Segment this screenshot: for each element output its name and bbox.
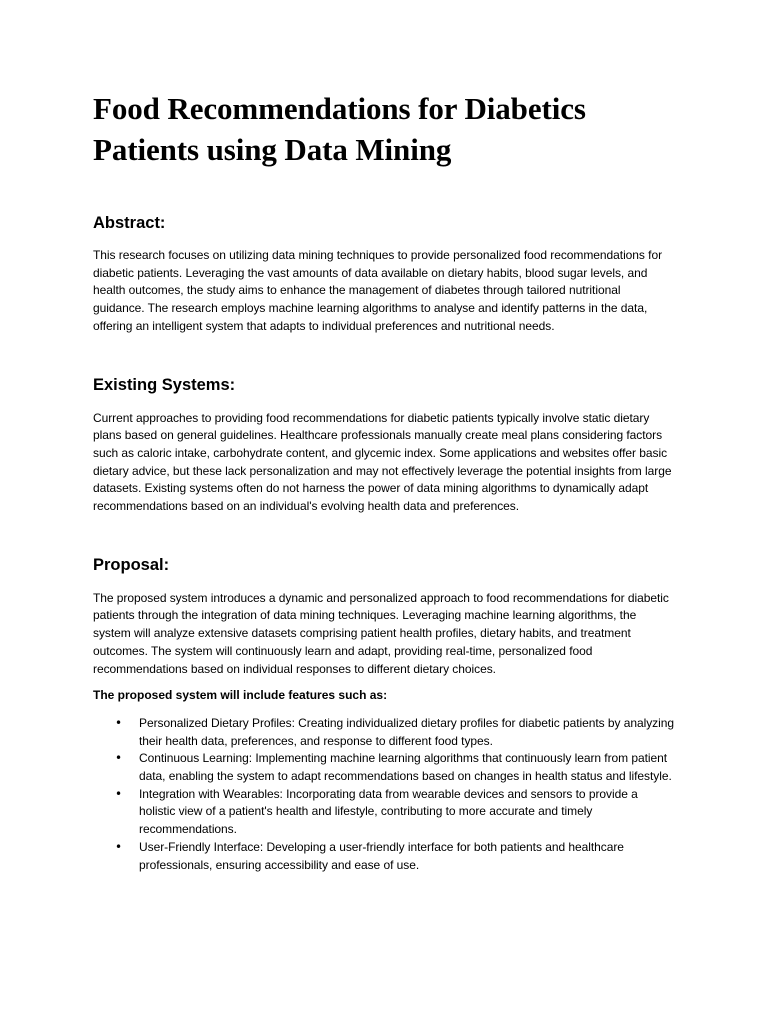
feature-text: Personalized Dietary Profiles: Creating individualized dietary profiles for diabetic patients by analyzing their health data, preferences, and response to different food types.	[139, 715, 674, 748]
document-title: Food Recommendations for Diabetics Patients using Data Mining	[93, 91, 586, 167]
feature-text: User-Friendly Interface: Developing a user-friendly interface for both patients and healthcare professionals, ensuring accessibility and ease of use.	[139, 839, 624, 872]
existing-systems-heading: Existing Systems:	[93, 375, 236, 394]
list-item	[93, 839, 675, 874]
abstract-heading: Abstract:	[93, 214, 166, 232]
list-item	[93, 715, 675, 750]
features-intro: The proposed system will include features such as:	[93, 688, 388, 703]
feature-text: Continuous Learning: Implementing machine learning algorithms that continuously learn from patient data, enabling the system to adapt recommendations based on changes in health status and lifestyle.	[139, 751, 672, 784]
existing-systems-paragraph: Current approaches to providing food recommendations for diabetic patients typically involve static dietary plans based on general guidelines. Healthcare professionals manually create meal plans considering factors such as caloric intake, carbohydrate content, and glycemic index. Some applications and websites offer basic dietary advice, but these lack personalization and may not effectively leverage the potential insights from large datasets. Existing systems often do not harness the power of data mining algorithms to dynamically adapt recommendations based on an individual's evolving health data and preferences.	[93, 410, 672, 514]
bullet-icon: •	[115, 786, 123, 801]
abstract-paragraph: This research focuses on utilizing data mining techniques to provide personalized food recommendations for diabetic patients. Leveraging the vast amounts of data available on dietary habits, blood sugar levels, and health outcomes, the study aims to enhance the management of diabetes through tailored nutritional guidance. The research employs machine learning algorithms to analyse and identify patterns in the data, offering an intelligent system that adapts to individual preferences and nutritional needs.	[93, 248, 663, 333]
feature-list	[93, 715, 675, 874]
proposal-paragraph: The proposed system introduces a dynamic and personalized approach to food recommendations for diabetic patients through the integration of data mining techniques. Leveraging machine learning algorithms, the system will analyze extensive datasets comprising patient health profiles, dietary habits, and treatment outcomes. The system will continuously learn and adapt, providing real-time, personalized food recommendations based on individual responses to different dietary choices.	[93, 590, 669, 676]
bullet-icon: •	[115, 839, 123, 854]
proposal-heading: Proposal:	[93, 555, 170, 574]
document-content	[93, 88, 675, 874]
feature-text: Integration with Wearables: Incorporating data from wearable devices and sensors to provide a holistic view of a patient's health and lifestyle, contributing to more accurate and timely recommendations.	[139, 786, 638, 837]
bullet-icon: •	[115, 751, 123, 766]
list-item	[93, 750, 675, 785]
list-item	[93, 786, 675, 839]
bullet-icon: •	[115, 715, 123, 730]
